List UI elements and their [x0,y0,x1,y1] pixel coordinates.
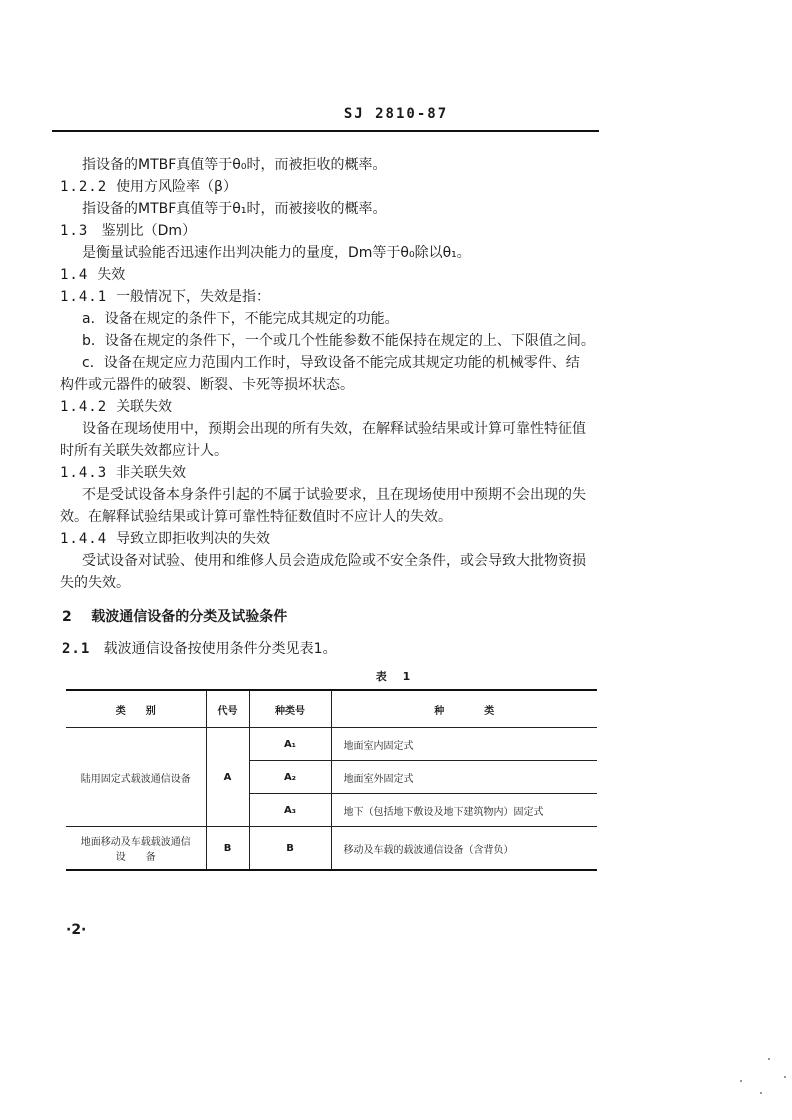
text-line: 构件或元器件的破裂、断裂、卡死等损坏状态。 [60,377,354,393]
clause-number: 1.2.2 [60,179,108,195]
category-line: 地面移动及车载载波通信 [80,837,191,848]
subcode-cell: A₂ [249,761,331,794]
section-number: 2 [62,609,72,625]
subcode-cell: A₃ [249,794,331,827]
page-number: ·2· [66,922,87,938]
scan-speck [740,1080,742,1082]
table-header-row [66,690,597,728]
header-subcode: 种类号 [249,690,331,728]
text-line: 受试设备对试验、使用和维修人员会造成危险或不安全条件，或会导致大批物资损 [82,553,586,569]
header-code: 代号 [206,690,249,728]
clause-line [60,177,237,197]
list-item-a: a．设备在规定的条件下，不能完成其规定的功能。 [82,311,399,327]
kind-cell: 移动及车载的载波通信设备（含背负） [331,827,597,871]
code-cell: A [206,728,249,827]
text-line: 时所有关联失效都应计人。 [60,443,228,459]
clause-line [60,265,125,285]
scan-speck [760,1092,762,1094]
clause-title: 失效 [97,267,126,283]
clause-line [60,221,196,241]
clause-title: 关联失效 [116,399,173,415]
scan-speck [768,1058,770,1060]
table-row [66,827,597,871]
table-caption: 表 1 [375,670,417,683]
header-rule [52,130,599,132]
clause-line [60,463,186,483]
classification-table [66,689,597,871]
text-line: 失的失效。 [60,575,130,591]
list-item-c: c．设备在规定应力范围内工作时，导致设备不能完成其规定功能的机械零件、结 [82,355,580,371]
clause-number: 1.4.1 [60,289,108,305]
text-line: 指设备的MTBF真值等于θ₀时，而被拒收的概率。 [82,157,387,173]
document-code-header: SJ 2810-87 [343,106,449,122]
section-title: 载波通信设备的分类及试验条件 [91,609,288,625]
text-line: 不是受试设备本身条件引起的不属于试验要求，且在现场使用中预期不会出现的失 [82,487,586,503]
clause-number: 1.4.4 [60,531,108,547]
clause-number: 1.4 [60,267,89,283]
table-row [66,728,597,761]
section-heading [62,606,287,626]
clause-title: 非关联失效 [116,465,187,481]
code-cell: B [206,827,249,871]
category-cell [66,827,206,871]
clause-line [60,397,172,417]
scan-speck [784,1076,786,1078]
header-category: 类 别 [66,690,206,728]
text-line: 指设备的MTBF真值等于θ₁时，而被接收的概率。 [82,201,387,217]
clause-title: 使用方风险率（β） [116,179,237,195]
clause-number: 1.4.3 [60,465,108,481]
text-line: 效。在解释试验结果或计算可靠性特征数值时不应计人的失效。 [60,509,452,525]
clause-title: 导致立即拒收判决的失效 [116,531,271,547]
clause-title: 鉴别比（Dm） [101,223,197,239]
clause-number: 1.3 [60,223,89,239]
list-item-b: b．设备在规定的条件下，一个或几个性能参数不能保持在规定的上、下限值之间。 [82,333,595,349]
kind-cell: 地面室内固定式 [331,728,597,761]
clause-line [60,287,270,307]
clause-line [62,639,337,659]
kind-cell: 地面室外固定式 [331,761,597,794]
category-cell: 陆用固定式载波通信设备 [66,728,206,827]
clause-text: 载波通信设备按使用条件分类见表1。 [103,641,337,657]
subcode-cell: B [249,827,331,871]
header-kind: 种 类 [331,690,597,728]
clause-line [60,529,270,549]
clause-number: 1.4.2 [60,399,108,415]
clause-number: 2.1 [62,641,91,657]
kind-cell: 地下（包括地下敷设及地下建筑物内）固定式 [331,794,597,827]
text-line: 设备在现场使用中，预期会出现的所有失效，在解释试验结果或计算可靠性特征值 [82,421,586,437]
clause-title: 一般情况下，失效是指： [116,289,271,305]
text-line: 是衡量试验能否迅速作出判决能力的量度，Dm等于θ₀除以θ₁。 [82,245,471,261]
subcode-cell: A₁ [249,728,331,761]
category-line: 设 备 [115,852,156,863]
